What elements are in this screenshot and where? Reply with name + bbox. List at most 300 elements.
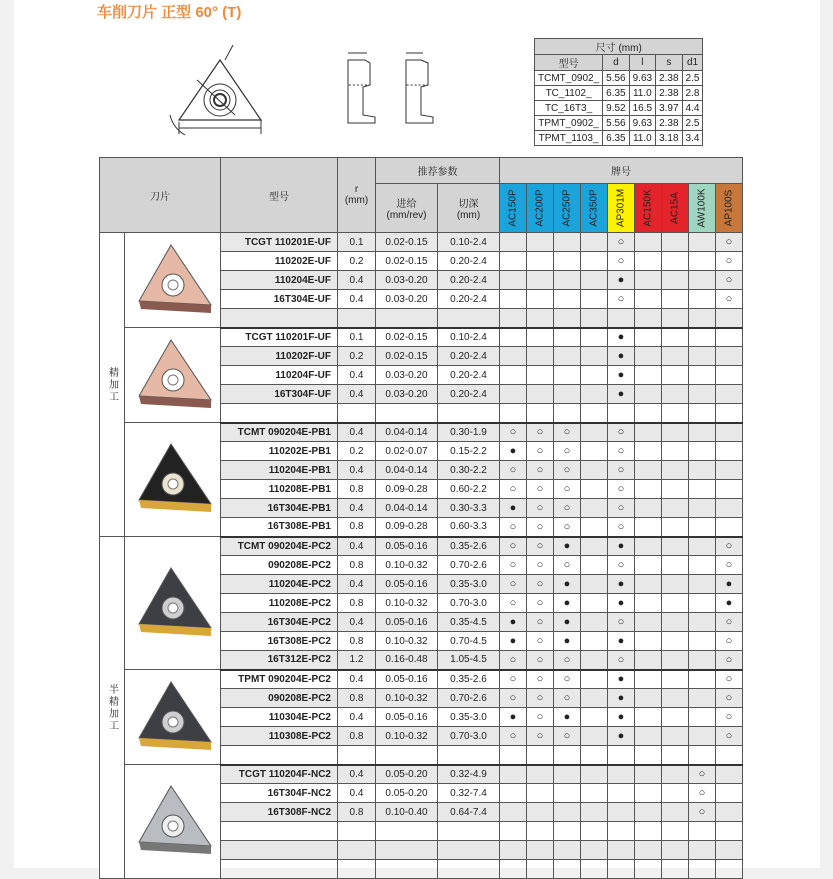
table-row bbox=[100, 537, 743, 556]
grade-cell bbox=[500, 271, 527, 290]
available-mark: ○ bbox=[716, 670, 743, 689]
dimensions-cell: 6.35 bbox=[603, 86, 629, 101]
grade-cell bbox=[554, 822, 581, 841]
depth-cell bbox=[438, 746, 500, 765]
radius-cell: 0.4 bbox=[338, 290, 376, 309]
grade-cell bbox=[635, 575, 662, 594]
grade-cell bbox=[554, 366, 581, 385]
grade-cell bbox=[554, 309, 581, 328]
radius-cell: 0.4 bbox=[338, 366, 376, 385]
grade-cell bbox=[581, 290, 608, 309]
feed-cell: 0.02-0.07 bbox=[376, 442, 438, 461]
grade-cell bbox=[527, 860, 554, 879]
grade-cell bbox=[581, 537, 608, 556]
dimensions-cell: 3.97 bbox=[656, 101, 682, 116]
grade-cell bbox=[689, 708, 716, 727]
grade-cell bbox=[500, 328, 527, 347]
grade-cell bbox=[527, 328, 554, 347]
grade-cell bbox=[689, 727, 716, 746]
dimensions-cell: 9.52 bbox=[603, 101, 629, 116]
available-mark: ○ bbox=[554, 651, 581, 670]
available-mark: ○ bbox=[500, 556, 527, 575]
dimensions-header: d bbox=[603, 55, 629, 71]
grade-label: AC150K bbox=[642, 189, 654, 227]
radius-cell: 0.8 bbox=[338, 632, 376, 651]
grade-cell bbox=[527, 803, 554, 822]
feed-cell: 0.04-0.14 bbox=[376, 499, 438, 518]
grade-cell bbox=[662, 309, 689, 328]
grade-cell bbox=[662, 518, 689, 537]
model-cell: 16T304E-PC2 bbox=[221, 613, 338, 632]
recommended-mark: ● bbox=[608, 347, 635, 366]
grade-cell bbox=[662, 499, 689, 518]
radius-cell bbox=[338, 309, 376, 328]
model-cell: 110208E-PB1 bbox=[221, 480, 338, 499]
grade-cell bbox=[716, 461, 743, 480]
grade-cell bbox=[608, 765, 635, 784]
available-mark: ○ bbox=[689, 765, 716, 784]
grade-cell bbox=[635, 442, 662, 461]
radius-cell: 0.4 bbox=[338, 385, 376, 404]
header-insert: 刀片 bbox=[100, 158, 221, 233]
grade-cell bbox=[581, 347, 608, 366]
available-mark: ○ bbox=[554, 499, 581, 518]
grade-cell bbox=[689, 347, 716, 366]
insert-section-drawing-1 bbox=[345, 45, 385, 135]
feed-cell: 0.09-0.28 bbox=[376, 480, 438, 499]
recommended-mark: ● bbox=[554, 613, 581, 632]
grade-cell bbox=[581, 822, 608, 841]
available-mark: ○ bbox=[608, 233, 635, 252]
depth-cell: 0.32-7.4 bbox=[438, 784, 500, 803]
model-cell bbox=[221, 841, 338, 860]
grade-cell bbox=[689, 461, 716, 480]
grade-cell bbox=[689, 309, 716, 328]
grade-cell bbox=[662, 594, 689, 613]
available-mark: ○ bbox=[608, 651, 635, 670]
feed-cell: 0.02-0.15 bbox=[376, 328, 438, 347]
available-mark: ○ bbox=[527, 499, 554, 518]
feed-cell: 0.09-0.28 bbox=[376, 518, 438, 537]
grade-cell bbox=[689, 499, 716, 518]
available-mark: ○ bbox=[716, 727, 743, 746]
available-mark: ○ bbox=[554, 461, 581, 480]
depth-cell bbox=[438, 309, 500, 328]
grade-cell bbox=[581, 803, 608, 822]
grade-cell bbox=[662, 385, 689, 404]
grade-cell bbox=[716, 442, 743, 461]
grade-cell bbox=[662, 480, 689, 499]
model-cell: 110202E-UF bbox=[221, 252, 338, 271]
dimensions-header: s bbox=[656, 55, 682, 71]
recommended-mark: ● bbox=[554, 575, 581, 594]
recommended-mark: ● bbox=[608, 727, 635, 746]
grade-cell bbox=[662, 651, 689, 670]
dimensions-cell: 2.5 bbox=[682, 116, 703, 131]
grade-cell bbox=[635, 689, 662, 708]
feed-cell bbox=[376, 822, 438, 841]
depth-cell: 0.20-2.4 bbox=[438, 252, 500, 271]
grade-cell bbox=[581, 746, 608, 765]
depth-cell: 0.30-2.2 bbox=[438, 461, 500, 480]
grade-cell bbox=[689, 670, 716, 689]
insert-section-drawing-2 bbox=[403, 45, 443, 135]
recommended-mark: ● bbox=[716, 594, 743, 613]
grade-cell bbox=[581, 252, 608, 271]
radius-cell: 0.4 bbox=[338, 613, 376, 632]
feed-cell: 0.05-0.16 bbox=[376, 537, 438, 556]
available-mark: ○ bbox=[608, 423, 635, 442]
model-cell: 110202F-UF bbox=[221, 347, 338, 366]
grade-cell bbox=[554, 385, 581, 404]
grade-cell bbox=[500, 822, 527, 841]
available-mark: ○ bbox=[716, 708, 743, 727]
dimensions-cell: 5.56 bbox=[603, 116, 629, 131]
grade-header-ac15a bbox=[662, 184, 689, 233]
grade-cell bbox=[527, 309, 554, 328]
grade-cell bbox=[554, 347, 581, 366]
available-mark: ○ bbox=[527, 594, 554, 613]
insert-image bbox=[125, 233, 221, 328]
available-mark: ○ bbox=[527, 461, 554, 480]
grade-cell bbox=[689, 537, 716, 556]
grade-cell bbox=[527, 784, 554, 803]
grade-cell bbox=[581, 442, 608, 461]
grade-cell bbox=[635, 366, 662, 385]
dimensions-cell: TC_16T3_ bbox=[535, 101, 603, 116]
grade-cell bbox=[716, 746, 743, 765]
radius-cell: 0.4 bbox=[338, 575, 376, 594]
radius-cell: 0.8 bbox=[338, 556, 376, 575]
feed-cell: 0.03-0.20 bbox=[376, 366, 438, 385]
dimensions-cell: TC_1102_ bbox=[535, 86, 603, 101]
recommended-mark: ● bbox=[608, 594, 635, 613]
grade-cell bbox=[662, 233, 689, 252]
grade-cell bbox=[716, 347, 743, 366]
grade-cell bbox=[500, 803, 527, 822]
grade-cell bbox=[689, 423, 716, 442]
feed-cell bbox=[376, 860, 438, 879]
feed-cell bbox=[376, 309, 438, 328]
grade-cell bbox=[662, 252, 689, 271]
feed-cell: 0.05-0.16 bbox=[376, 708, 438, 727]
grade-cell bbox=[608, 803, 635, 822]
dimensions-cell: 4.4 bbox=[682, 101, 703, 116]
depth-cell: 0.30-1.9 bbox=[438, 423, 500, 442]
grade-cell bbox=[527, 822, 554, 841]
grade-cell bbox=[500, 784, 527, 803]
grade-cell bbox=[581, 594, 608, 613]
grade-cell bbox=[635, 271, 662, 290]
radius-cell: 0.4 bbox=[338, 423, 376, 442]
grade-header-ap100s bbox=[716, 184, 743, 233]
grade-cell bbox=[581, 556, 608, 575]
available-mark: ○ bbox=[500, 727, 527, 746]
feed-cell: 0.03-0.20 bbox=[376, 385, 438, 404]
grade-cell bbox=[689, 860, 716, 879]
radius-cell: 0.8 bbox=[338, 518, 376, 537]
available-mark: ○ bbox=[716, 556, 743, 575]
available-mark: ○ bbox=[500, 518, 527, 537]
recommended-mark: ● bbox=[608, 689, 635, 708]
model-cell: 110204E-PC2 bbox=[221, 575, 338, 594]
grade-cell bbox=[689, 746, 716, 765]
model-cell: TCMT 090204E-PC2 bbox=[221, 537, 338, 556]
available-mark: ○ bbox=[500, 461, 527, 480]
table-row bbox=[100, 765, 743, 784]
feed-cell: 0.16-0.48 bbox=[376, 651, 438, 670]
dimensions-row bbox=[535, 71, 703, 86]
header-feed: 进给 (mm/rev) bbox=[376, 184, 438, 233]
recommended-mark: ● bbox=[608, 385, 635, 404]
recommended-mark: ● bbox=[500, 613, 527, 632]
available-mark: ○ bbox=[716, 290, 743, 309]
grade-cell bbox=[635, 670, 662, 689]
grade-cell bbox=[527, 290, 554, 309]
grade-cell bbox=[716, 822, 743, 841]
depth-cell: 0.70-4.5 bbox=[438, 632, 500, 651]
depth-cell: 0.64-7.4 bbox=[438, 803, 500, 822]
model-cell bbox=[221, 309, 338, 328]
depth-cell: 0.20-2.4 bbox=[438, 271, 500, 290]
grade-cell bbox=[500, 746, 527, 765]
grade-cell bbox=[554, 746, 581, 765]
grade-cell bbox=[662, 461, 689, 480]
grade-cell bbox=[689, 290, 716, 309]
grade-cell bbox=[662, 347, 689, 366]
available-mark: ○ bbox=[500, 594, 527, 613]
grade-cell bbox=[662, 328, 689, 347]
available-mark: ○ bbox=[716, 233, 743, 252]
model-cell: 090208E-PC2 bbox=[221, 556, 338, 575]
grade-cell bbox=[662, 765, 689, 784]
grade-cell bbox=[581, 499, 608, 518]
depth-cell: 0.35-2.6 bbox=[438, 670, 500, 689]
feed-cell: 0.02-0.15 bbox=[376, 347, 438, 366]
dimensions-cell: TCMT_0902_ bbox=[535, 71, 603, 86]
grade-cell bbox=[554, 233, 581, 252]
grade-cell bbox=[662, 632, 689, 651]
grade-cell bbox=[716, 328, 743, 347]
grade-header-ac350p bbox=[581, 184, 608, 233]
feed-cell: 0.10-0.32 bbox=[376, 556, 438, 575]
model-cell: 110308E-PC2 bbox=[221, 727, 338, 746]
grade-cell bbox=[581, 841, 608, 860]
dimensions-cell: 2.5 bbox=[682, 71, 703, 86]
radius-cell: 0.4 bbox=[338, 461, 376, 480]
dimensions-caption: 尺寸 (mm) bbox=[535, 39, 703, 55]
grade-cell bbox=[608, 404, 635, 423]
grade-cell bbox=[500, 252, 527, 271]
grade-cell bbox=[662, 404, 689, 423]
grade-cell bbox=[581, 328, 608, 347]
category-label: 精加工 bbox=[100, 233, 125, 537]
grade-cell bbox=[716, 309, 743, 328]
grade-cell bbox=[500, 765, 527, 784]
feed-cell: 0.05-0.16 bbox=[376, 670, 438, 689]
depth-cell: 0.70-2.6 bbox=[438, 689, 500, 708]
grade-cell bbox=[635, 784, 662, 803]
grade-header-ac150p bbox=[500, 184, 527, 233]
feed-cell: 0.05-0.16 bbox=[376, 613, 438, 632]
grade-cell bbox=[635, 404, 662, 423]
grade-cell bbox=[527, 252, 554, 271]
grade-cell bbox=[527, 746, 554, 765]
dimensions-cell: 2.38 bbox=[656, 116, 682, 131]
grade-cell bbox=[635, 290, 662, 309]
grade-cell bbox=[527, 366, 554, 385]
recommended-mark: ● bbox=[554, 632, 581, 651]
grade-cell bbox=[608, 860, 635, 879]
recommended-mark: ● bbox=[554, 537, 581, 556]
dimensions-cell: 3.18 bbox=[656, 131, 682, 146]
grade-cell bbox=[716, 404, 743, 423]
grade-cell bbox=[554, 404, 581, 423]
header-radius: r (mm) bbox=[338, 158, 376, 233]
radius-cell: 0.4 bbox=[338, 784, 376, 803]
grade-cell bbox=[635, 632, 662, 651]
grade-cell bbox=[581, 860, 608, 879]
grade-cell bbox=[500, 366, 527, 385]
grade-cell bbox=[500, 309, 527, 328]
grade-cell bbox=[716, 518, 743, 537]
grade-cell bbox=[581, 784, 608, 803]
grade-cell bbox=[689, 594, 716, 613]
grade-cell bbox=[716, 841, 743, 860]
header-recommended: 推荐参数 bbox=[376, 158, 500, 184]
grade-header-aw100k bbox=[689, 184, 716, 233]
dimensions-cell: 3.4 bbox=[682, 131, 703, 146]
feed-cell: 0.03-0.20 bbox=[376, 290, 438, 309]
grade-cell bbox=[635, 309, 662, 328]
available-mark: ○ bbox=[527, 480, 554, 499]
depth-cell: 0.70-2.6 bbox=[438, 556, 500, 575]
model-cell bbox=[221, 404, 338, 423]
model-cell: 110202E-PB1 bbox=[221, 442, 338, 461]
feed-cell: 0.10-0.32 bbox=[376, 727, 438, 746]
dimensions-cell: 2.38 bbox=[656, 71, 682, 86]
radius-cell: 0.2 bbox=[338, 347, 376, 366]
grade-cell bbox=[581, 670, 608, 689]
feed-cell: 0.02-0.15 bbox=[376, 233, 438, 252]
depth-cell: 0.35-2.6 bbox=[438, 537, 500, 556]
radius-cell: 0.8 bbox=[338, 803, 376, 822]
grade-cell bbox=[635, 423, 662, 442]
grade-cell bbox=[689, 556, 716, 575]
grade-cell bbox=[716, 423, 743, 442]
grade-cell bbox=[527, 233, 554, 252]
grade-cell bbox=[689, 252, 716, 271]
radius-cell: 0.4 bbox=[338, 765, 376, 784]
dimensions-cell: 6.35 bbox=[603, 131, 629, 146]
grade-cell bbox=[662, 556, 689, 575]
grade-label: AC15A bbox=[669, 192, 681, 224]
available-mark: ○ bbox=[527, 670, 554, 689]
available-mark: ○ bbox=[716, 271, 743, 290]
radius-cell bbox=[338, 404, 376, 423]
grade-cell bbox=[635, 841, 662, 860]
grade-cell bbox=[608, 784, 635, 803]
model-cell: 110204E-PB1 bbox=[221, 461, 338, 480]
available-mark: ○ bbox=[554, 689, 581, 708]
depth-cell: 0.20-2.4 bbox=[438, 385, 500, 404]
model-cell: 16T304F-UF bbox=[221, 385, 338, 404]
available-mark: ○ bbox=[716, 632, 743, 651]
grade-cell bbox=[500, 385, 527, 404]
radius-cell: 0.4 bbox=[338, 271, 376, 290]
available-mark: ○ bbox=[608, 461, 635, 480]
model-cell: 16T304E-UF bbox=[221, 290, 338, 309]
grade-cell bbox=[662, 423, 689, 442]
grade-cell bbox=[635, 480, 662, 499]
available-mark: ○ bbox=[608, 290, 635, 309]
available-mark: ○ bbox=[500, 423, 527, 442]
dimensions-header: d1 bbox=[682, 55, 703, 71]
grade-cell bbox=[716, 860, 743, 879]
radius-cell: 0.8 bbox=[338, 594, 376, 613]
header-depth: 切深 (mm) bbox=[438, 184, 500, 233]
grade-cell bbox=[608, 309, 635, 328]
radius-cell: 0.4 bbox=[338, 708, 376, 727]
depth-cell bbox=[438, 841, 500, 860]
available-mark: ○ bbox=[527, 442, 554, 461]
depth-cell: 0.35-4.5 bbox=[438, 613, 500, 632]
recommended-mark: ● bbox=[608, 537, 635, 556]
grade-cell bbox=[689, 480, 716, 499]
grade-cell bbox=[554, 841, 581, 860]
grade-cell bbox=[635, 860, 662, 879]
grade-cell bbox=[662, 727, 689, 746]
model-cell: 16T308F-NC2 bbox=[221, 803, 338, 822]
grade-cell bbox=[527, 385, 554, 404]
available-mark: ○ bbox=[716, 613, 743, 632]
available-mark: ○ bbox=[608, 556, 635, 575]
feed-cell: 0.05-0.20 bbox=[376, 784, 438, 803]
grade-cell bbox=[662, 613, 689, 632]
insert-image bbox=[125, 328, 221, 423]
depth-cell: 0.20-2.4 bbox=[438, 290, 500, 309]
dimensions-header: l bbox=[629, 55, 655, 71]
header-grade: 牌号 bbox=[500, 158, 743, 184]
dimensions-cell: 9.63 bbox=[629, 116, 655, 131]
grade-cell bbox=[527, 404, 554, 423]
available-mark: ○ bbox=[554, 518, 581, 537]
feed-cell: 0.04-0.14 bbox=[376, 461, 438, 480]
available-mark: ○ bbox=[608, 480, 635, 499]
grade-cell bbox=[554, 328, 581, 347]
feed-cell: 0.10-0.40 bbox=[376, 803, 438, 822]
depth-cell: 0.20-2.4 bbox=[438, 366, 500, 385]
grade-cell bbox=[500, 290, 527, 309]
grade-cell bbox=[581, 727, 608, 746]
recommended-mark: ● bbox=[608, 271, 635, 290]
recommended-mark: ● bbox=[500, 708, 527, 727]
feed-cell bbox=[376, 746, 438, 765]
radius-cell: 0.8 bbox=[338, 689, 376, 708]
dimensions-cell: 5.56 bbox=[603, 71, 629, 86]
radius-cell: 0.2 bbox=[338, 252, 376, 271]
grade-cell bbox=[635, 746, 662, 765]
grade-cell bbox=[500, 841, 527, 860]
grade-cell bbox=[662, 822, 689, 841]
dimensions-cell: TPMT_0902_ bbox=[535, 116, 603, 131]
grade-cell bbox=[635, 822, 662, 841]
available-mark: ○ bbox=[527, 727, 554, 746]
radius-cell: 0.8 bbox=[338, 480, 376, 499]
grade-cell bbox=[689, 233, 716, 252]
grade-header-ac200p bbox=[527, 184, 554, 233]
dimensions-cell: 16.5 bbox=[629, 101, 655, 116]
